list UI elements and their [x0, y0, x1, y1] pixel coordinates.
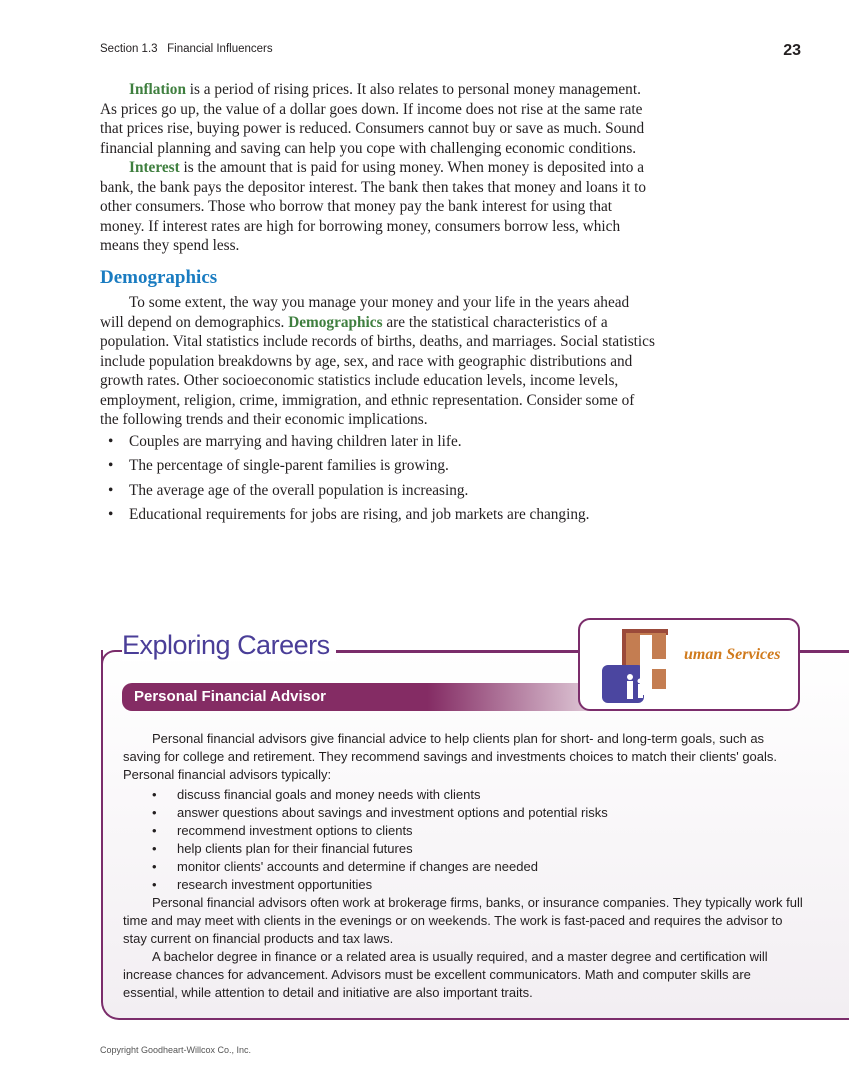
career-work-environment: Personal financial advisors often work at brokerage firms, banks, or insurance companies. They typically work full time and may meet with clients in the evenings or on weekends. The work is fast-paced and requires the advisor to stay current on financial products and tax laws.: [123, 895, 803, 946]
trends-list: [100, 432, 656, 525]
careers-title: Exploring Careers: [122, 630, 336, 661]
running-header: [100, 43, 273, 55]
section-title: Financial Influencers: [167, 43, 273, 55]
list-item: • answer questions about savings and investment options and potential risks: [123, 804, 803, 822]
divider: [798, 650, 849, 653]
paragraph-demographics: [100, 293, 656, 430]
duties-list: [123, 786, 803, 894]
list-item: • The percentage of single-parent families is growing.: [100, 456, 656, 476]
career-description: [123, 730, 803, 1002]
human-services-logo: [578, 618, 800, 711]
term-demographics: Demographics: [288, 313, 383, 331]
paragraph-text: is a period of rising prices. It also relates to personal money management. As prices go up, the value of a dollar goes down. If income does not rise at the same rate that prices rise, buying power is reduced. Consumers cannot buy or save as much. Sound financial planning and saving can help you cope with challenging economic conditions.: [100, 81, 645, 157]
main-text: [100, 80, 656, 530]
list-item: • discuss financial goals and money needs with clients: [123, 786, 803, 804]
h-hand-icon: [600, 625, 710, 705]
copyright: Copyright Goodheart-Willcox Co., Inc.: [100, 1045, 252, 1055]
paragraph-text: is the amount that is paid for using money. When money is deposited into a bank, the bank pays the depositor interest. The bank then takes that money and loans it to other consumers. Those who borrow that money pay the bank interest for using that money. If interest rates are high for borrowing money, consumers borrow less, which means they spend less.: [100, 159, 647, 254]
career-intro: Personal financial advisors give financial advice to help clients plan for short- and long-term goals, such as saving for college and retirement. They recommend savings and investments choices to match their clients' goals. Personal financial advisors typically:: [123, 731, 778, 782]
paragraph-text: are the statistical characteristics of a population. Vital statistics include records of births, deaths, and marriages. Social statistics include population breakdowns by age, sex, and race with geographic distributions and growth rates. Other socioeconomic statistics include education levels, income levels, employment, religion, crime, immigration, and ethnic representation. Consider some of the following trends and their economic implications.: [100, 313, 655, 428]
heading-demographics: Demographics: [100, 266, 218, 288]
divider: [300, 650, 580, 653]
page-number: 23: [783, 42, 801, 59]
career-banner: Personal Financial Advisor: [122, 683, 592, 711]
box-corner: [101, 650, 123, 672]
list-item: • recommend investment options to clients: [123, 822, 803, 840]
list-item: • Educational requirements for jobs are rising, and job markets are changing.: [100, 505, 656, 525]
list-item: • Couples are marrying and having children later in life.: [100, 432, 656, 452]
paragraph-inflation: [100, 80, 656, 158]
paragraph-interest: [100, 158, 656, 256]
term-interest: Interest: [129, 159, 180, 176]
logo-text: uman Services: [684, 646, 781, 663]
list-item: • research investment opportunities: [123, 876, 803, 894]
list-item: • help clients plan for their financial futures: [123, 840, 803, 858]
term-inflation: Inflation: [129, 81, 186, 98]
list-item: • monitor clients' accounts and determine if changes are needed: [123, 858, 803, 876]
section-number: Section 1.3: [100, 43, 158, 55]
paragraph-text: To some extent, the way you manage your money and your life in the years ahead will depend on demographics.: [100, 294, 630, 331]
career-education: A bachelor degree in finance or a related area is usually required, and a master degree and certification will increase chances for advancement. Advisors must be excellent communicators. Math and computer skills are essential, while attention to detail and initiative are also important traits.: [123, 949, 768, 1000]
list-item: • The average age of the overall population is increasing.: [100, 481, 656, 501]
